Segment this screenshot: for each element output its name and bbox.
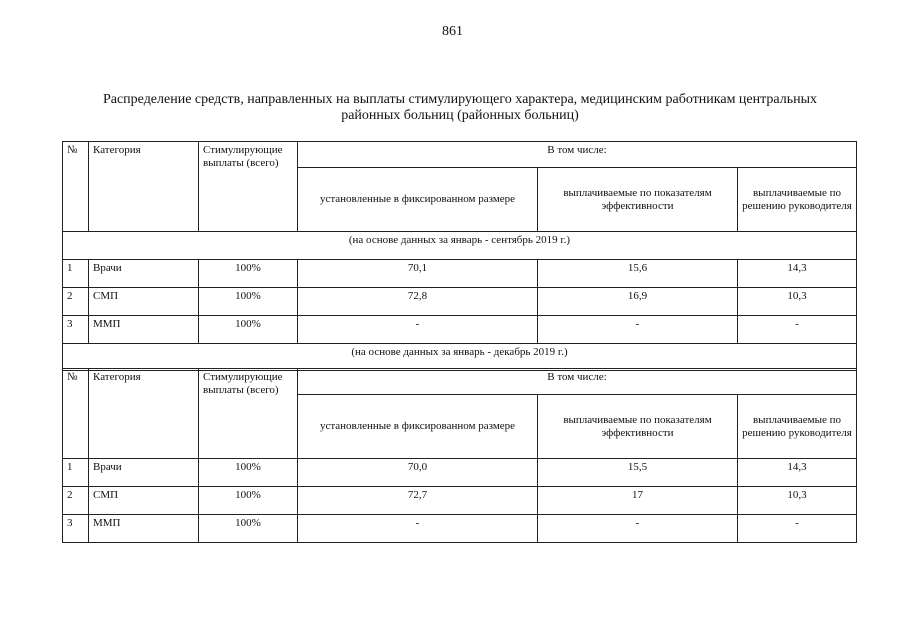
header-num: №: [63, 142, 89, 232]
row-total: 100%: [199, 515, 298, 543]
header-efficiency: выплачиваемые по показателям эффективности: [538, 168, 738, 232]
row-num: 2: [63, 487, 89, 515]
row-manager: 14,3: [738, 459, 857, 487]
row-manager: -: [738, 515, 857, 543]
header-total: Стимулирующие выплаты (всего): [199, 369, 298, 459]
table-row: [63, 260, 857, 288]
header-manager: выплачиваемые по решению руководителя: [738, 168, 857, 232]
document-title: Распределение средств, направленных на выплаты стимулирующего характера, медицинским работникам центральных районных больниц (районных больниц): [102, 92, 818, 123]
row-total: 100%: [199, 459, 298, 487]
row-fixed: 72,7: [298, 487, 538, 515]
header-efficiency: выплачиваемые по показателям эффективности: [538, 395, 738, 459]
header-category: Категория: [89, 369, 199, 459]
period-label: (на основе данных за январь - декабрь 2019 г.): [63, 344, 857, 371]
row-manager: 10,3: [738, 487, 857, 515]
row-num: 2: [63, 288, 89, 316]
row-manager: -: [738, 316, 857, 344]
table-row: [63, 316, 857, 344]
row-category: ММП: [89, 316, 199, 344]
row-total: 100%: [199, 316, 298, 344]
header-num: №: [63, 369, 89, 459]
row-manager: 10,3: [738, 288, 857, 316]
period-label: (на основе данных за январь - сентябрь 2019 г.): [63, 232, 857, 260]
table-row: [63, 515, 857, 543]
row-fixed: -: [298, 515, 538, 543]
row-total: 100%: [199, 487, 298, 515]
page-number: 861: [442, 24, 463, 39]
row-fixed: 72,8: [298, 288, 538, 316]
row-category: СМП: [89, 288, 199, 316]
header-fixed: установленные в фиксированном размере: [298, 395, 538, 459]
table-row: [63, 487, 857, 515]
row-fixed: 70,0: [298, 459, 538, 487]
row-num: 3: [63, 515, 89, 543]
row-fixed: -: [298, 316, 538, 344]
row-efficiency: -: [538, 316, 738, 344]
header-category: Категория: [89, 142, 199, 232]
row-efficiency: 15,5: [538, 459, 738, 487]
header-including: В том числе:: [298, 369, 857, 395]
payments-table-jan-sep: [62, 141, 857, 371]
row-efficiency: -: [538, 515, 738, 543]
row-num: 3: [63, 316, 89, 344]
row-manager: 14,3: [738, 260, 857, 288]
row-efficiency: 15,6: [538, 260, 738, 288]
row-category: СМП: [89, 487, 199, 515]
row-category: Врачи: [89, 260, 199, 288]
row-category: ММП: [89, 515, 199, 543]
payments-table-jan-dec: [62, 368, 857, 543]
row-num: 1: [63, 459, 89, 487]
row-total: 100%: [199, 288, 298, 316]
row-fixed: 70,1: [298, 260, 538, 288]
row-total: 100%: [199, 260, 298, 288]
header-total: Стимулирующие выплаты (всего): [199, 142, 298, 232]
row-category: Врачи: [89, 459, 199, 487]
table-row: [63, 459, 857, 487]
row-efficiency: 16,9: [538, 288, 738, 316]
table-row: [63, 288, 857, 316]
row-num: 1: [63, 260, 89, 288]
header-fixed: установленные в фиксированном размере: [298, 168, 538, 232]
row-efficiency: 17: [538, 487, 738, 515]
header-including: В том числе:: [298, 142, 857, 168]
header-manager: выплачиваемые по решению руководителя: [738, 395, 857, 459]
